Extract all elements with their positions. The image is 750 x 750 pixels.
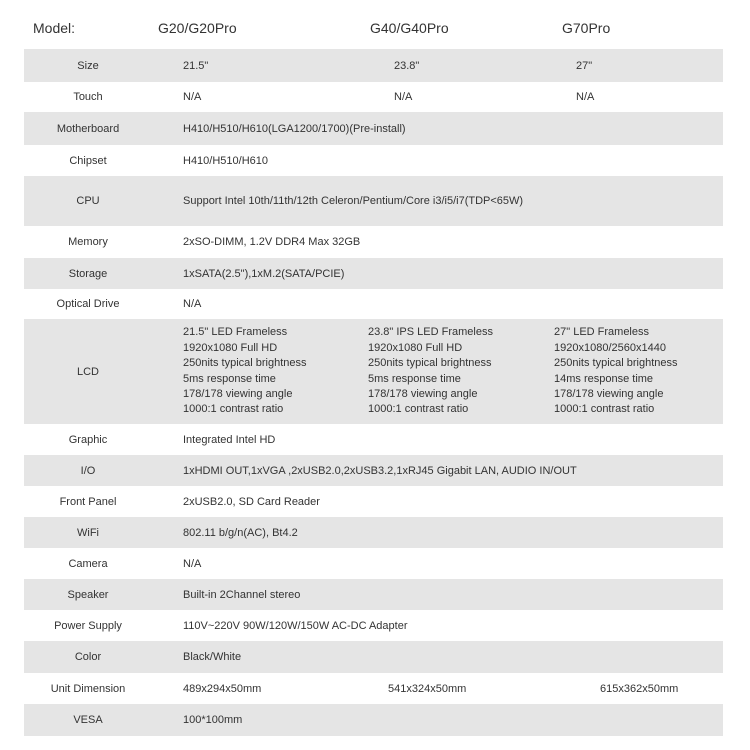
spec-label: CPU [76, 195, 100, 207]
spec-label: Chipset [69, 154, 107, 167]
spec-row-wifi [24, 517, 723, 548]
spec-row-lcd [24, 319, 723, 424]
spec-row-chipset [24, 145, 723, 176]
size-g20: 21.5" [183, 59, 209, 72]
lcd-g40-line: 23.8" IPS LED Frameless [368, 326, 493, 339]
spec-label: Front Panel [59, 495, 117, 508]
spec-row-size [24, 49, 723, 82]
graphic-value: Integrated Intel HD [183, 433, 276, 446]
lcd-g40-line: 1000:1 contrast ratio [368, 403, 469, 416]
spec-row-speaker [24, 579, 723, 610]
dimension-g70: 615x362x50mm [600, 682, 679, 695]
spec-label: LCD [76, 365, 99, 378]
dimension-g20: 489x294x50mm [183, 682, 262, 695]
lcd-g70-line: 1000:1 contrast ratio [554, 403, 655, 416]
spec-label: WiFi [77, 526, 99, 539]
spec-row-power [24, 610, 723, 641]
speaker-value: Built-in 2Channel stereo [183, 588, 301, 601]
vesa-value: 100*100mm [183, 714, 243, 726]
color-value: Black/White [183, 651, 242, 663]
spec-label: VESA [73, 714, 103, 726]
memory-value: 2xSO-DIMM, 1.2V DDR4 Max 32GB [183, 236, 361, 248]
model-g70: G70Pro [562, 20, 611, 36]
lcd-g70-line: 27" LED Frameless [554, 326, 649, 339]
spec-row-graphic [24, 424, 723, 455]
dimension-g40: 541x324x50mm [388, 682, 467, 695]
lcd-g20-line: 1920x1080 Full HD [183, 341, 278, 354]
spec-row-motherboard [24, 112, 723, 145]
spec-row-vesa [24, 704, 723, 736]
size-g70: 27" [576, 59, 593, 72]
size-g40: 23.8" [394, 59, 420, 72]
lcd-g70-line: 1920x1080/2560x1440 [554, 341, 666, 354]
optical-value: N/A [183, 298, 202, 310]
lcd-g40-line: 1920x1080 Full HD [368, 341, 463, 354]
power-value: 110V~220V 90W/120W/150W AC-DC Adapter [183, 619, 408, 632]
spec-label: Size [77, 59, 99, 72]
storage-value: 1xSATA(2.5"),1xM.2(SATA/PCIE) [183, 267, 345, 280]
lcd-g70-line: 250nits typical brightness [554, 357, 678, 370]
lcd-g20 [183, 319, 307, 424]
lcd-g20-line: 5ms response time [183, 372, 276, 385]
spec-row-io [24, 455, 723, 486]
model-label: Model: [33, 20, 76, 36]
front-panel-value: 2xUSB2.0, SD Card Reader [183, 495, 320, 508]
spec-label: Optical Drive [56, 298, 120, 310]
lcd-g40-line: 250nits typical brightness [368, 357, 492, 370]
cpu-value: Support Intel 10th/11th/12th Celeron/Pentium/Core i3/i5/i7(TDP<65W) [183, 195, 524, 207]
spec-label: Graphic [68, 433, 108, 446]
spec-label: Power Supply [54, 619, 122, 632]
touch-g20: N/A [183, 91, 202, 103]
lcd-g20-line: 1000:1 contrast ratio [183, 403, 284, 416]
spec-label: Storage [68, 267, 108, 280]
lcd-g40-line: 178/178 viewing angle [368, 387, 478, 400]
motherboard-value: H410/H510/H610(LGA1200/1700)(Pre-install) [183, 122, 406, 135]
spec-row-cpu [24, 176, 723, 226]
spec-label: Speaker [67, 588, 109, 601]
spec-row-optical [24, 289, 723, 319]
spec-row-memory [24, 226, 723, 258]
spec-row-camera [24, 548, 723, 579]
spec-label: Camera [68, 557, 108, 570]
table-header [0, 0, 750, 48]
lcd-g70-line: 178/178 viewing angle [554, 387, 664, 400]
spec-row-front-panel [24, 486, 723, 517]
lcd-g70 [554, 319, 678, 424]
spec-label: Unit Dimension [50, 682, 126, 695]
lcd-g40 [368, 319, 493, 424]
spec-label: Motherboard [56, 122, 120, 135]
spec-row-touch [24, 82, 723, 112]
model-g20: G20/G20Pro [158, 20, 237, 36]
chipset-value: H410/H510/H610 [183, 154, 269, 167]
lcd-g20-line: 250nits typical brightness [183, 357, 307, 370]
spec-label: Color [74, 651, 102, 663]
wifi-value: 802.11 b/g/n(AC), Bt4.2 [183, 526, 298, 539]
lcd-g70-line: 14ms response time [554, 372, 654, 385]
lcd-g40-line: 5ms response time [368, 372, 461, 385]
camera-value: N/A [183, 557, 202, 570]
spec-label: Touch [73, 91, 103, 103]
lcd-g20-line: 21.5" LED Frameless [183, 326, 288, 339]
io-value: 1xHDMI OUT,1xVGA ,2xUSB2.0,2xUSB3.2,1xRJ45 Gigabit LAN, AUDIO IN/OUT [183, 464, 577, 477]
spec-label: I/O [80, 464, 96, 477]
touch-g70: N/A [576, 91, 595, 103]
spec-row-color [24, 641, 723, 673]
spec-row-storage [24, 258, 723, 289]
spec-label: Memory [68, 236, 108, 248]
lcd-g20-line: 178/178 viewing angle [183, 387, 293, 400]
model-g40: G40/G40Pro [370, 20, 449, 36]
spec-row-dimension [24, 673, 723, 704]
touch-g40: N/A [394, 91, 413, 103]
